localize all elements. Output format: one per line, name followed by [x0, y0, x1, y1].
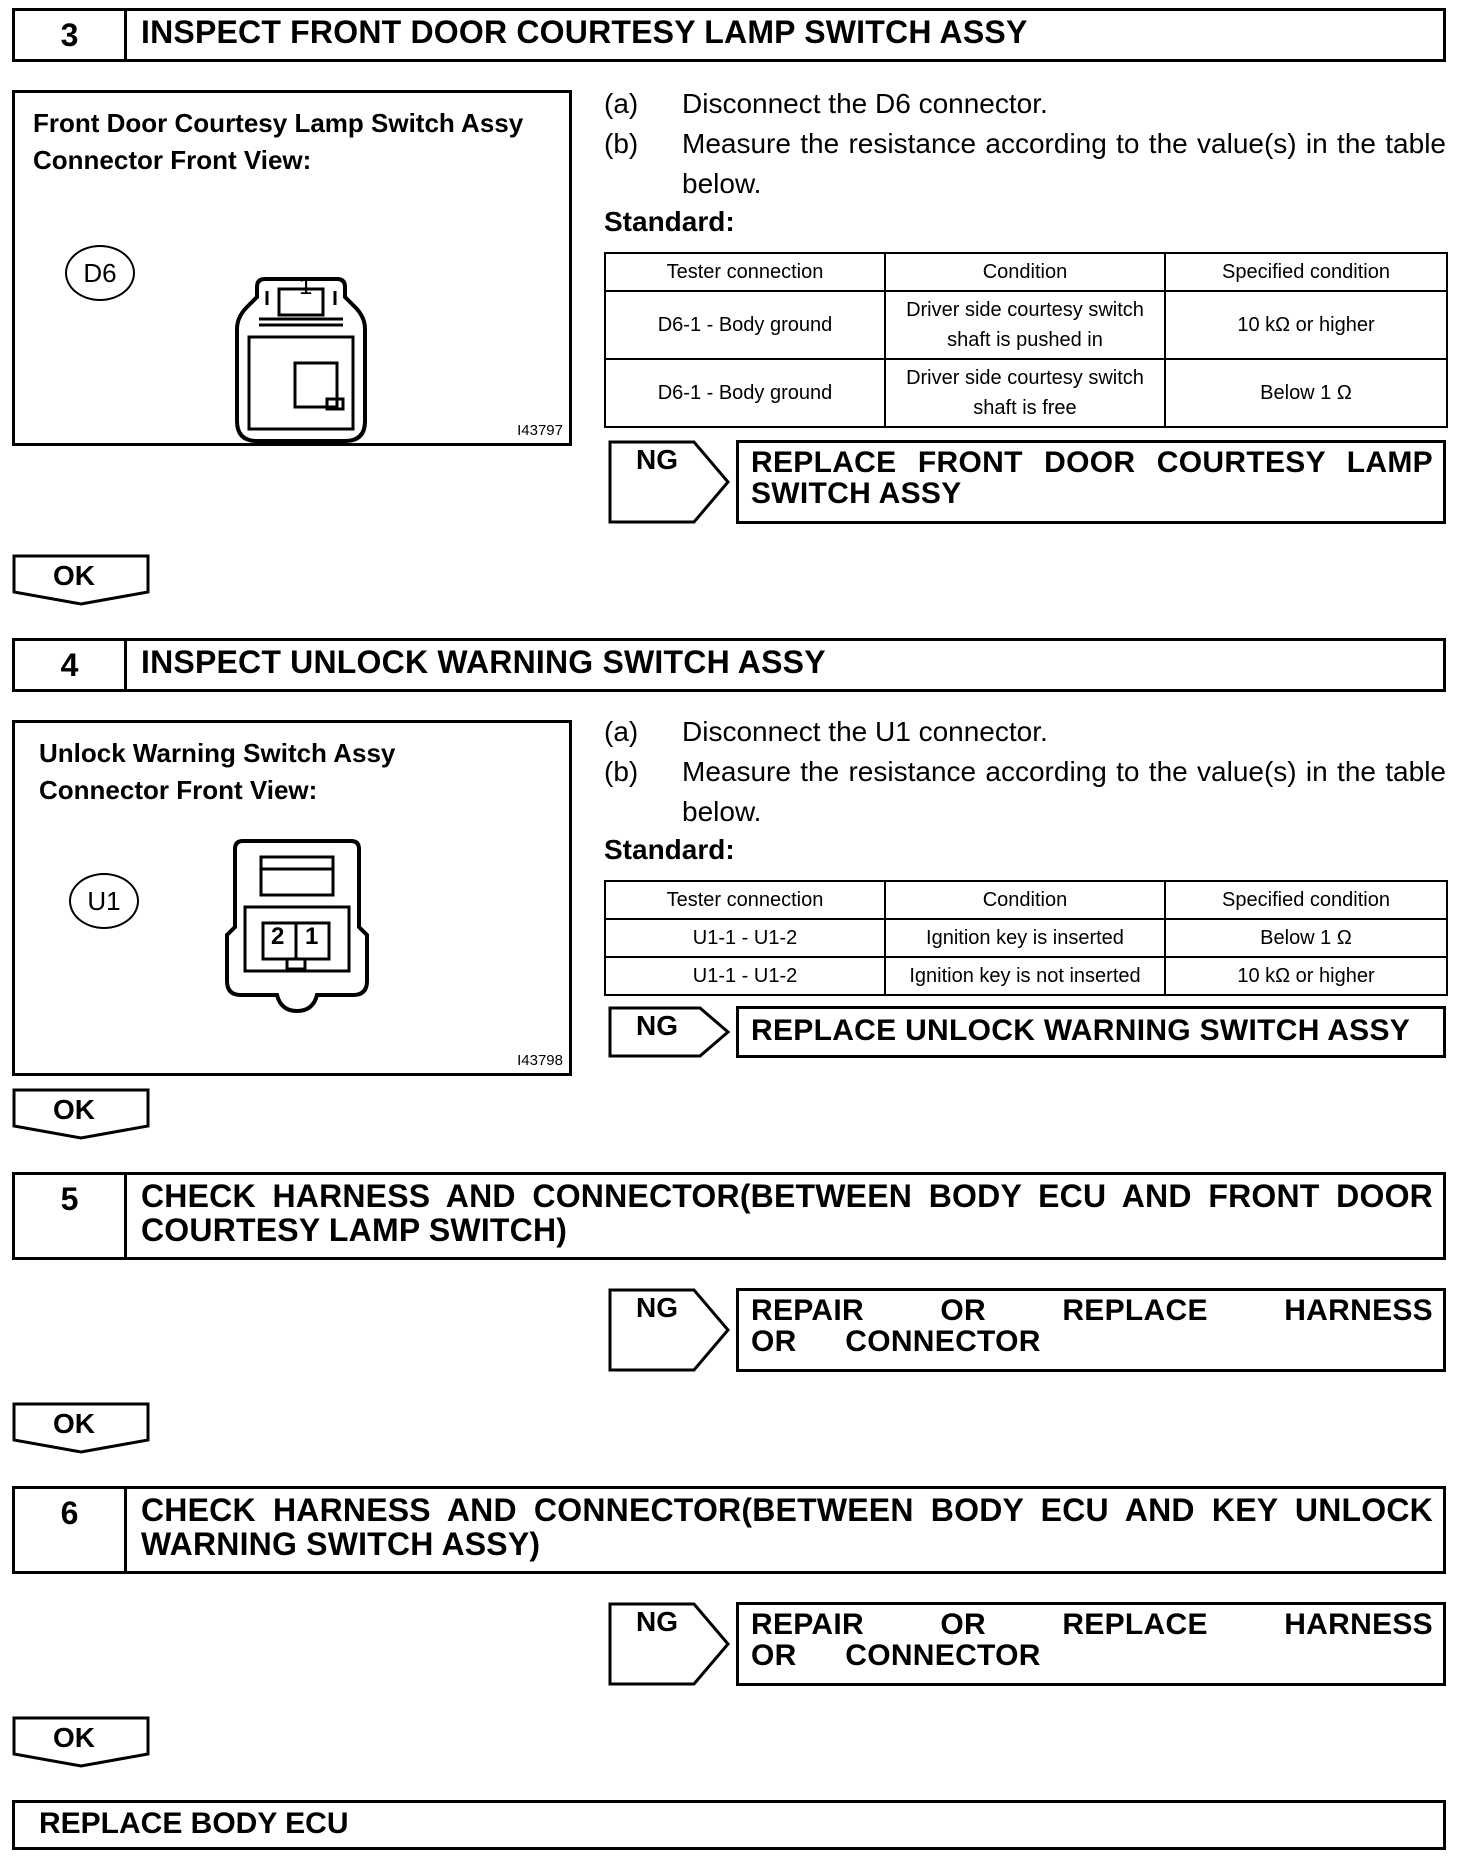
ng-label: NG: [636, 1606, 678, 1637]
final-action: [12, 1800, 1446, 1850]
table-header: Tester connection: [605, 881, 885, 919]
figure-title: Unlock Warning Switch Assy Connector Front View:: [39, 738, 396, 805]
instruction-a: [604, 84, 1446, 124]
step-title: CHECK HARNESS AND CONNECTOR(BETWEEN BODY ECU AND KEY UNLOCK WARNING SWITCH ASSY): [141, 1492, 1433, 1562]
standard-label: Standard:: [604, 206, 735, 237]
step-6-ng-arrow[interactable]: [608, 1602, 732, 1686]
ng-label: NG: [636, 444, 678, 475]
step-6-result: [736, 1602, 1446, 1686]
table-cell: Driver side courtesy switch shaft is pushed in: [885, 291, 1165, 359]
step-3-figure: [12, 90, 572, 446]
step-5-ng-arrow[interactable]: [608, 1288, 732, 1372]
instruction-b: [604, 752, 1446, 832]
connector-u1-icon: [221, 835, 373, 1015]
table-header: Specified condition: [1165, 881, 1447, 919]
table-cell: U1-1 - U1-2: [605, 957, 885, 995]
ok-label: OK: [53, 1722, 95, 1753]
instruction-text: Disconnect the U1 connector.: [682, 716, 1048, 747]
step-title: INSPECT FRONT DOOR COURTESY LAMP SWITCH ASSY: [141, 14, 1028, 50]
step-3-result: [736, 440, 1446, 524]
step-4-result: [736, 1006, 1446, 1058]
ok-label: OK: [53, 1408, 95, 1439]
figure-id: I43798: [517, 1052, 563, 1069]
step-3-header: [12, 8, 1446, 62]
instruction-marker: (b): [604, 128, 639, 159]
step-4-figure: [12, 720, 572, 1076]
ok-label: OK: [53, 1094, 95, 1125]
pin-label: 1: [305, 923, 319, 950]
table-cell: 10 kΩ or higher: [1165, 291, 1447, 359]
result-text: REPLACE UNLOCK WARNING SWITCH ASSY: [751, 1014, 1411, 1047]
pin-label: 2: [271, 923, 285, 950]
figure-title: Front Door Courtesy Lamp Switch Assy Connector Front View:: [33, 108, 524, 175]
instruction-marker: (a): [604, 88, 639, 119]
step-4-ok-arrow[interactable]: [12, 1088, 152, 1140]
table-cell: Ignition key is inserted: [885, 919, 1165, 957]
table-cell: D6-1 - Body ground: [605, 291, 885, 359]
step-5-ok-arrow[interactable]: [12, 1402, 152, 1454]
table-header: Condition: [885, 881, 1165, 919]
table-row: [605, 957, 1447, 995]
result-text: REPAIR OR REPLACE HARNESS OR CONNECTOR: [751, 1294, 1433, 1358]
instruction-text: Measure the resistance according to the value(s) in the table below.: [682, 128, 1446, 199]
table-row: [605, 359, 1447, 427]
step-number: 4: [15, 641, 127, 689]
table-header: Tester connection: [605, 253, 885, 291]
step-5-result: [736, 1288, 1446, 1372]
step-6-ok-arrow[interactable]: [12, 1716, 152, 1768]
ok-label: OK: [53, 560, 95, 591]
step-number: 6: [15, 1489, 127, 1571]
connector-label: U1: [69, 873, 139, 929]
step-title: CHECK HARNESS AND CONNECTOR(BETWEEN BODY ECU AND FRONT DOOR COURTESY LAMP SWITCH): [141, 1178, 1433, 1248]
table-cell: Below 1 Ω: [1165, 359, 1447, 427]
ng-label: NG: [636, 1292, 678, 1323]
table-cell: 10 kΩ or higher: [1165, 957, 1447, 995]
table-cell: Driver side courtesy switch shaft is free: [885, 359, 1165, 427]
result-text: REPAIR OR REPLACE HARNESS OR CONNECTOR: [751, 1608, 1433, 1672]
table-cell: Ignition key is not inserted: [885, 957, 1165, 995]
step-3-ng-arrow[interactable]: [608, 440, 732, 524]
step-3-instructions: [604, 84, 1446, 214]
step-4-instructions: [604, 712, 1446, 842]
result-text: REPLACE FRONT DOOR COURTESY LAMP SWITCH ASSY: [751, 446, 1433, 510]
table-header: Condition: [885, 253, 1165, 291]
ng-label: NG: [636, 1010, 678, 1041]
connector-label: D6: [65, 245, 135, 301]
step-4-table: [604, 880, 1448, 996]
step-4-ng-arrow[interactable]: [608, 1006, 732, 1058]
table-header: Specified condition: [1165, 253, 1447, 291]
table-cell: D6-1 - Body ground: [605, 359, 885, 427]
instruction-text: Disconnect the D6 connector.: [682, 88, 1048, 119]
step-5-header: [12, 1172, 1446, 1260]
instruction-marker: (b): [604, 756, 639, 787]
step-title: INSPECT UNLOCK WARNING SWITCH ASSY: [141, 644, 826, 680]
step-3-table: [604, 252, 1448, 428]
table-cell: U1-1 - U1-2: [605, 919, 885, 957]
instruction-a: [604, 712, 1446, 752]
final-action-text: REPLACE BODY ECU: [39, 1807, 349, 1840]
table-cell: Below 1 Ω: [1165, 919, 1447, 957]
instruction-text: Measure the resistance according to the value(s) in the table below.: [682, 756, 1446, 827]
step-6-header: [12, 1486, 1446, 1574]
table-row: [605, 919, 1447, 957]
instruction-b: [604, 124, 1446, 204]
step-number: 3: [15, 11, 127, 59]
pin-label: 1: [299, 273, 313, 300]
table-row: [605, 291, 1447, 359]
step-4-header: [12, 638, 1446, 692]
instruction-marker: (a): [604, 716, 639, 747]
step-3-ok-arrow[interactable]: [12, 554, 152, 606]
standard-label: Standard:: [604, 834, 735, 865]
step-number: 5: [15, 1175, 127, 1257]
figure-id: I43797: [517, 422, 563, 439]
